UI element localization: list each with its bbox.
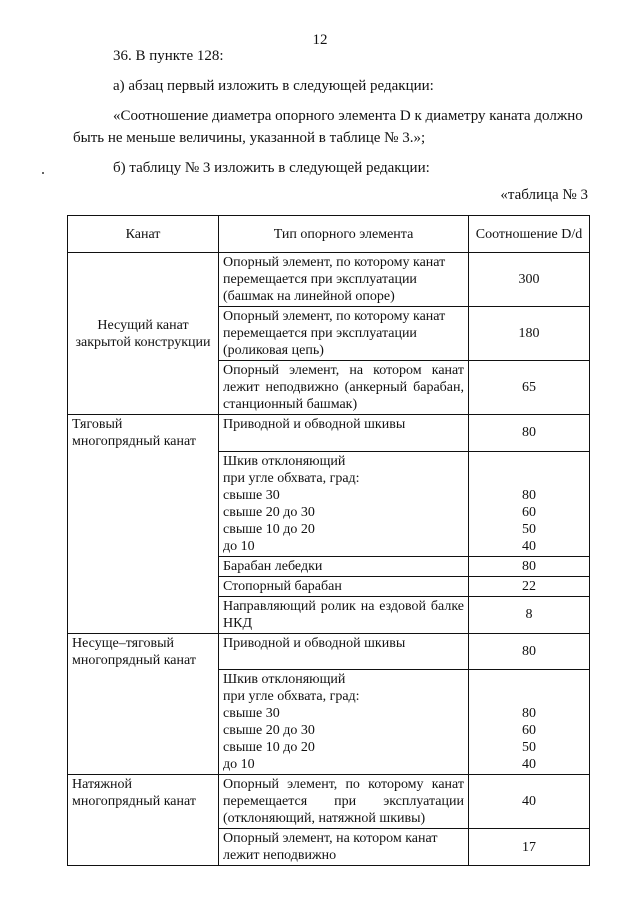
ratio-cell: 80 [469, 633, 590, 670]
element-line: свыше 10 до 20 [223, 740, 315, 755]
ratio-cell: 80 [469, 556, 590, 576]
element-cell [219, 451, 469, 556]
element-cell: Приводной и обводной шкивы [219, 415, 469, 452]
table-row [68, 775, 590, 829]
ratio-cell: 80 [469, 415, 590, 452]
table-row [68, 829, 590, 866]
table-row [68, 670, 590, 775]
rope-type-cell: Натяжной многопрядный канат [68, 775, 219, 829]
header-element: Тип опорного элемента [219, 216, 469, 253]
table-caption: «таблица № 3 [500, 187, 588, 203]
rope-type-cell: Несущий канат закрытой конструкции [68, 253, 219, 415]
element-cell: Опорный элемент, по которому канат перемещается при эксплуатации (роликовая цепь) [219, 307, 469, 361]
element-line: свыше 30 [223, 487, 280, 503]
ratio-cell: 180 [469, 307, 590, 361]
ratio-value: 60 [522, 723, 536, 738]
ratio-cell: 8 [469, 596, 590, 633]
paragraph-a-intro: а) абзац первый изложить в следующей редакции: [113, 78, 434, 94]
table-row [68, 253, 590, 307]
page-number: 12 [312, 32, 328, 48]
table-row [68, 415, 590, 452]
element-line: свыше 30 [223, 706, 280, 721]
stray-dot [42, 172, 44, 174]
element-line: до 10 [223, 538, 255, 554]
ratio-value: 40 [522, 538, 536, 554]
element-cell: Опорный элемент, по которому канат перемещается при эксплуатации (отклоняющий, натяжной шкивы) [219, 775, 469, 829]
element-cell: Барабан лебедки [219, 556, 469, 576]
paragraph-item-36: 36. В пункте 128: [113, 48, 224, 64]
element-cell: Приводной и обводной шкивы [219, 633, 469, 670]
header-ratio: Соотношение D/d [469, 216, 590, 253]
element-line: Шкив отклоняющий [223, 453, 346, 469]
rope-type-cell-continued [68, 451, 219, 633]
rope-ratio-table [67, 215, 590, 866]
ratio-cell: 22 [469, 576, 590, 596]
ratio-cell: 17 [469, 829, 590, 866]
ratio-cell: 65 [469, 361, 590, 415]
table-row [68, 633, 590, 670]
element-line: свыше 20 до 30 [223, 723, 315, 738]
element-cell: Опорный элемент, на котором канат лежит неподвижно (анкерный барабан, станционный башмак) [219, 361, 469, 415]
element-line: до 10 [223, 757, 255, 772]
rope-type-cell: Тяговый многопрядный канат [68, 415, 219, 452]
header-rope: Канат [68, 216, 219, 253]
rope-type-cell-continued [68, 829, 219, 866]
rope-type-cell: Несуще–тяговый многопрядный канат [68, 633, 219, 670]
paragraph-quote-line1: «Соотношение диаметра опорного элемента D к диаметру каната должно [113, 108, 583, 124]
ratio-value: 50 [522, 740, 536, 755]
element-cell: Направляющий ролик на ездовой балке НКД [219, 596, 469, 633]
ratio-cell [469, 670, 590, 775]
element-cell: Стопорный барабан [219, 576, 469, 596]
element-cell [219, 670, 469, 775]
element-line: Шкив отклоняющий [223, 672, 346, 687]
ratio-cell [469, 451, 590, 556]
paragraph-quote-line2: быть не меньше величины, указанной в таблице № 3.»; [73, 130, 426, 146]
element-line: при угле обхвата, град: [223, 470, 360, 486]
ratio-value: 60 [522, 504, 536, 520]
ratio-cell: 40 [469, 775, 590, 829]
ratio-value: 40 [522, 757, 536, 772]
ratio-value: 50 [522, 521, 536, 537]
paragraph-b-intro: б) таблицу № 3 изложить в следующей редакции: [113, 160, 430, 176]
element-cell: Опорный элемент, по которому канат перемещается при эксплуатации (башмак на линейной опоре) [219, 253, 469, 307]
element-line: свыше 10 до 20 [223, 521, 315, 537]
element-line: свыше 20 до 30 [223, 504, 315, 520]
ratio-cell: 300 [469, 253, 590, 307]
ratio-value: 80 [522, 706, 536, 721]
rope-type-cell-continued [68, 670, 219, 775]
element-cell: Опорный элемент, на котором канат лежит неподвижно [219, 829, 469, 866]
ratio-value: 80 [522, 487, 536, 503]
element-line: при угле обхвата, град: [223, 689, 360, 704]
table-row [68, 451, 590, 556]
table-header-row [68, 216, 590, 253]
